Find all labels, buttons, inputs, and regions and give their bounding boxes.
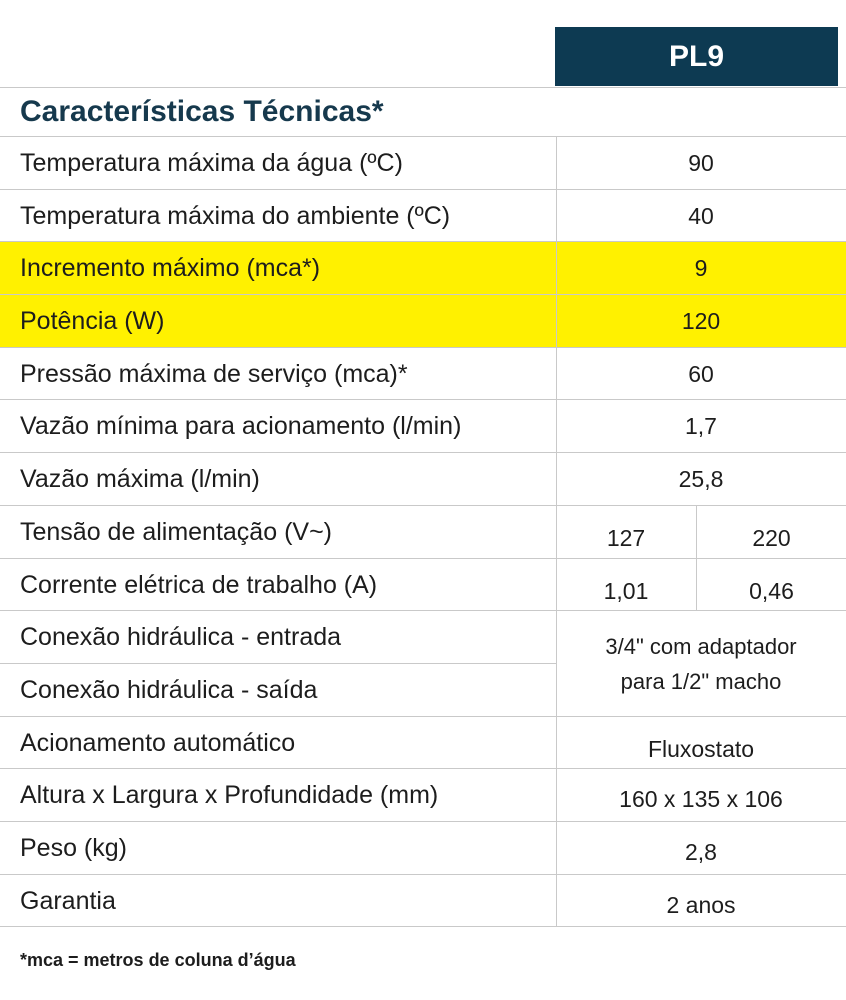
table-title: Características Técnicas* (20, 95, 384, 128)
row-value: 2 anos (666, 891, 736, 918)
row-label: Altura x Largura x Profundidade (mm) (20, 780, 439, 809)
table-row (0, 400, 846, 452)
row-label: Incremento máximo (mca*) (20, 253, 321, 282)
footnote: *mca = metros de coluna d’água (20, 950, 296, 970)
table-row (0, 453, 846, 505)
table-row (0, 769, 846, 821)
value-127v: 1,01 (603, 577, 649, 604)
table-row-highlighted (0, 242, 846, 294)
row-value: 60 (688, 360, 714, 387)
table-row (0, 559, 846, 611)
row-label: Corrente elétrica de trabalho (A) (20, 570, 378, 599)
row-label: Temperatura máxima do ambiente (ºC) (20, 201, 451, 230)
row-label: Garantia (20, 886, 116, 915)
connection-value-line1: 3/4" com adaptador (605, 634, 797, 659)
value-220v: 220 (752, 524, 791, 551)
table-row (0, 875, 846, 927)
model-header (555, 27, 838, 86)
table-row (0, 717, 846, 769)
row-label: Conexão hidráulica - entrada (20, 622, 342, 651)
row-value: 40 (688, 202, 714, 229)
grid-line (0, 87, 846, 88)
row-value: 120 (681, 307, 721, 334)
connection-value-line2: para 1/2" macho (620, 669, 782, 694)
row-label: Pressão máxima de serviço (mca)* (20, 359, 408, 388)
row-label: Acionamento automático (20, 728, 296, 757)
row-value: 9 (694, 254, 708, 281)
table-row (0, 822, 846, 874)
table-row (0, 506, 846, 558)
voltage-divider (696, 506, 697, 611)
column-divider (556, 137, 557, 927)
row-value: 25,8 (678, 465, 724, 492)
table-row-highlighted (0, 295, 846, 347)
table-row (0, 137, 846, 189)
row-label: Temperatura máxima da água (ºC) (20, 148, 403, 177)
model-name: PL9 (668, 39, 725, 73)
row-value: 1,7 (685, 412, 717, 439)
value-220v: 0,46 (749, 577, 794, 604)
row-label: Vazão mínima para acionamento (l/min) (20, 411, 462, 440)
row-label: Conexão hidráulica - saída (20, 675, 318, 704)
table-row (0, 348, 846, 400)
row-value: Fluxostato (647, 735, 755, 762)
row-value: 160 x 135 x 106 (619, 785, 783, 812)
row-label: Vazão máxima (l/min) (20, 464, 260, 493)
connection-value (556, 612, 846, 716)
table-row (0, 190, 846, 242)
row-label: Peso (kg) (20, 833, 127, 862)
row-value: 90 (688, 149, 714, 176)
row-value: 2,8 (685, 838, 717, 865)
row-label: Tensão de alimentação (V~) (20, 517, 332, 546)
value-127v: 127 (606, 524, 646, 551)
row-label: Potência (W) (20, 306, 165, 335)
